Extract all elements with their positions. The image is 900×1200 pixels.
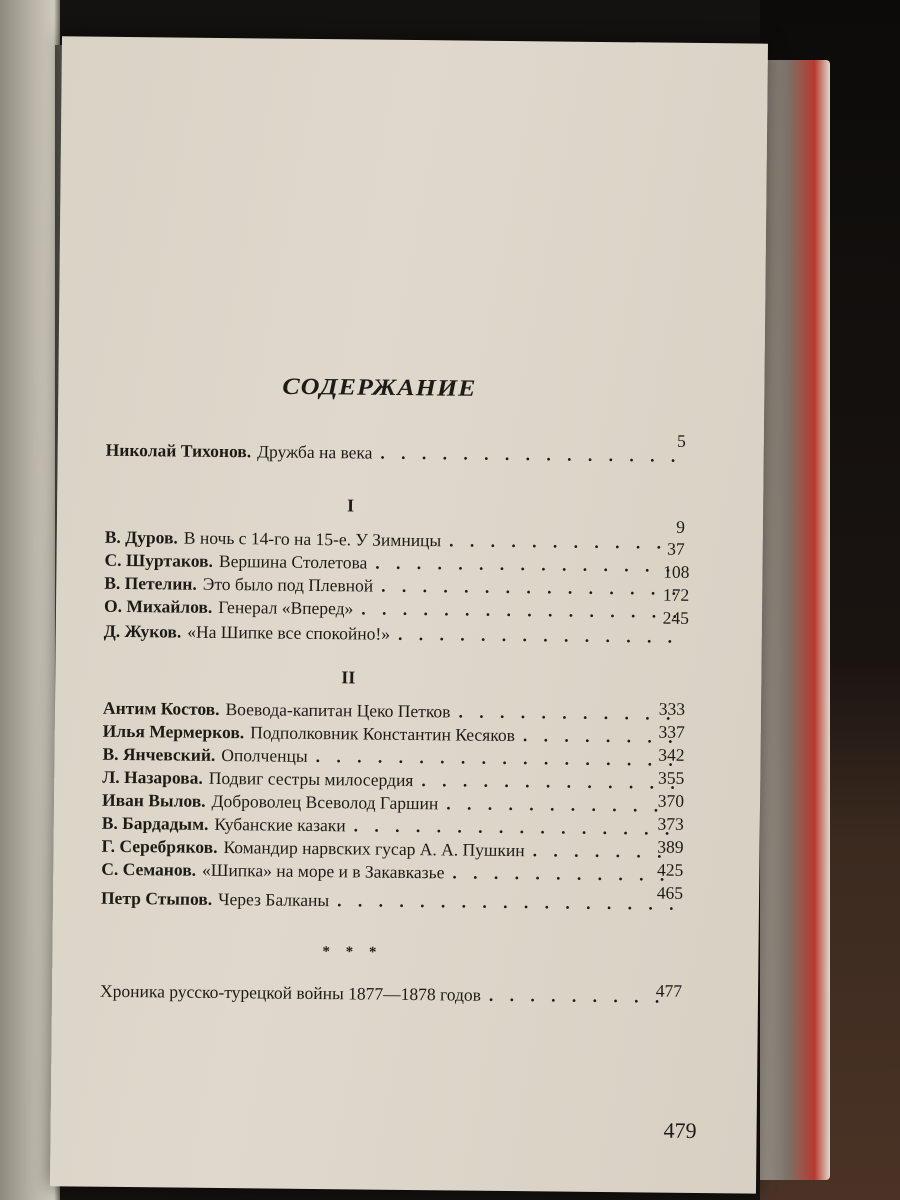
entry-title: Это было под Плевной: [202, 573, 374, 596]
entry-author: В. Петелин.: [104, 572, 197, 594]
page-number: 333: [658, 698, 686, 719]
toc-entry: [104, 621, 684, 651]
leader-dots: [398, 624, 676, 648]
leader-dots: [316, 746, 675, 771]
page-number: 355: [657, 767, 685, 788]
section-label: II: [341, 667, 356, 688]
page-number: 342: [658, 744, 685, 765]
entry-author: С. Семанов.: [101, 858, 197, 880]
entry-author: Илья Мермерков.: [102, 720, 245, 743]
entry-author: Петр Стыпов.: [100, 887, 213, 909]
contents-block: [98, 37, 730, 1193]
entry-title: Ополченцы: [221, 745, 308, 766]
page-number: 9: [676, 516, 686, 537]
entry-author: О. Михайлов.: [103, 595, 213, 617]
leader-dots: [489, 985, 672, 1008]
book-cover-edge: [760, 60, 830, 1180]
contents-page: [50, 36, 768, 1193]
entry-title: Подполковник Константин Кесяков: [250, 722, 516, 746]
page-number: 465: [656, 882, 684, 903]
page-number: 5: [676, 430, 686, 451]
page-number: 108: [663, 561, 690, 582]
page-number: 477: [655, 980, 683, 1001]
page-number: 389: [657, 836, 684, 857]
folio-page-number: 479: [663, 1117, 697, 1144]
entry-title: Генерал «Вперед»: [218, 596, 354, 619]
entry-author: Антим Костов.: [102, 697, 220, 719]
entry-title: Дружба на века: [257, 441, 373, 463]
entry-title: «Шипка» на море и в Закавказье: [201, 859, 445, 883]
leader-dots: [375, 553, 676, 577]
entry-author: С. Шуртаков.: [104, 549, 214, 571]
page-number: 245: [662, 607, 690, 628]
leader-dots: [381, 576, 676, 600]
entry-author: Г. Серебряков.: [101, 835, 218, 857]
entry-author: Николай Тихонов.: [105, 439, 252, 462]
toc-entry: [101, 858, 684, 889]
leader-dots: [337, 890, 673, 915]
entry-title: Командир нарвских гусар А. А. Пушкин: [223, 837, 525, 861]
entry-author: Иван Вылов.: [101, 789, 206, 811]
toc-entry: [99, 980, 683, 1011]
entry-title: Вершина Столетова: [218, 550, 368, 573]
entry-title: Через Балканы: [218, 888, 330, 911]
page-title: СОДЕРЖАНИЕ: [282, 373, 477, 402]
page-number: 370: [657, 790, 685, 811]
entry-author: В. Янчевский.: [102, 743, 216, 765]
entry-author: Л. Назарова.: [102, 766, 203, 788]
section-separator: * * *: [322, 944, 383, 961]
entry-title: Подвиг сестры милосердия: [208, 767, 414, 791]
toc-entry: [101, 888, 681, 918]
entry-author: Д. Жуков.: [103, 620, 182, 642]
section-label: I: [347, 495, 355, 516]
leader-dots: [361, 598, 676, 622]
toc-entry: [106, 440, 686, 470]
page-number: 373: [657, 813, 684, 834]
leader-dots: [354, 815, 674, 839]
entry-title: Воевода-капитан Цеко Петков: [225, 699, 451, 722]
leader-dots: [380, 443, 677, 467]
entry-title: Хроника русско-турецкой войны 1877—1878 годов: [99, 980, 482, 1005]
page-number: 337: [658, 721, 685, 742]
entry-author: В. Бардадым.: [101, 812, 209, 834]
page-number: 37: [667, 538, 685, 559]
entry-title: Кубанские казаки: [214, 813, 346, 836]
page-number: 172: [662, 584, 690, 605]
page-number: 425: [656, 859, 684, 880]
entry-title: В ночь с 14-го на 15-е. У Зимницы: [183, 527, 442, 551]
entry-author: В. Дуров.: [104, 526, 178, 548]
entry-title: Доброволец Всеволод Гаршин: [211, 790, 439, 814]
entry-title: «На Шипке все спокойно!»: [187, 621, 391, 644]
